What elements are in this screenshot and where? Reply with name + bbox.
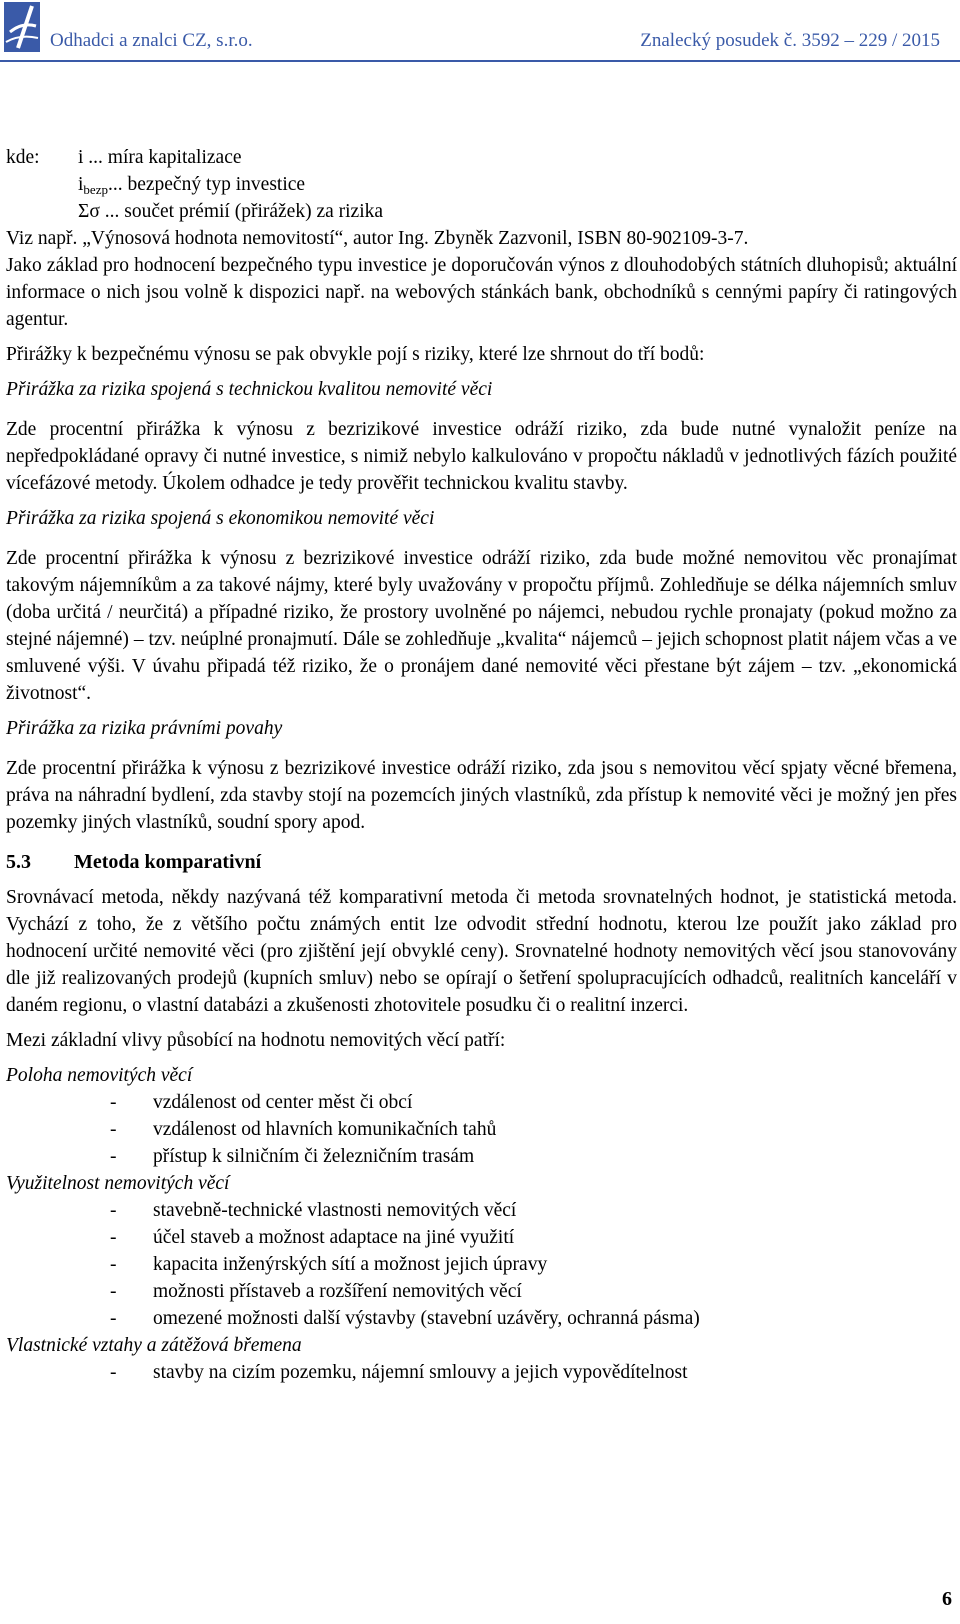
surcharges-intro: Přirážky k bezpečnému výnosu se pak obvykle pojí s riziky, které lze shrnout do tří bodů: <box>6 344 705 365</box>
section-title: Metoda komparativní <box>74 851 262 873</box>
influence-list <box>6 1359 957 1386</box>
company-logo-icon <box>4 2 40 52</box>
company-name: Odhadci a znalci CZ, s.r.o. <box>50 30 253 51</box>
report-number: Znalecký posudek č. 3592 – 229 / 2015 <box>640 30 940 51</box>
page-header <box>0 0 960 62</box>
group-heading: Poloha nemovitých věcí <box>6 1065 193 1086</box>
econ-risk-text: Zde procentní přirážka k výnosu z bezrizikové investice odráží riziko, zda bude možné nemovitou věc pronajímat takovým nájemníkům a za takové nájmy, které byly uvažovány v propočtu příjmů. Zohledňuje se délka nájemních smluv (doba určitá / neurčitá) a případné riziko, že prostory uvolněné po nájemci, nebudou rychle pronajaty (pokud možno za stejné nájemné) – tzv. neúplné pronajmutí. Dále se zohledňuje „kvalita“ nájemců – jejich schopnost platit nájem včas a ve smluvené výši. V úvahu připadá též riziko, že o pronájem dané nemovité věci přestane být zájem – tzv. „ekonomická životnost“. <box>6 548 957 704</box>
section-text: Srovnávací metoda, někdy nazývaná též komparativní metoda či metoda srovnatelných hodnot, je statistická metoda. Vychází z toho, že z většího počtu známých entit lze odvodit střední hodnotu, kterou lze použít jako základ pro hodnocení určité nemovité věci (pro zjištění její obvyklé ceny). Srovnatelné hodnoty nemovitých věcí jsou stanovovány dle již realizovaných prodejů (kupních smluv) nebo se opírají o šetření spolupracujících odhadců, realitních kanceláří v daném regionu, o vlastní databázi a zkušenosti zhotovitele posudku či o realitní inzerci. <box>6 887 957 1016</box>
section-heading <box>6 849 957 876</box>
legal-risk-heading: Přirážka za rizika právními povahy <box>6 718 283 739</box>
list-item: - omezené možnosti další výstavby (stavební uzávěry, ochranná pásma) <box>110 1308 700 1329</box>
section-number: 5.3 <box>6 851 31 873</box>
list-item: - vzdálenost od center měst či obcí <box>110 1092 413 1113</box>
econ-risk-heading: Přirážka za rizika spojená s ekonomikou nemovité věci <box>6 508 435 529</box>
list-item: - možnosti přístaveb a rozšíření nemovitých věcí <box>110 1281 522 1302</box>
list-item: - vzdálenost od hlavních komunikačních tahů <box>110 1119 497 1140</box>
legend-item: i ... míra kapitalizace <box>78 147 242 168</box>
group-heading: Vlastnické vztahy a zátěžová břemena <box>6 1335 302 1356</box>
formula-legend <box>6 144 957 225</box>
tech-risk-text: Zde procentní přirážka k výnosu z bezrizikové investice odráží riziko, zda bude nutné vynaložit peníze na nepředpokládané opravy či nutné investice, s nimiž nebylo kalkulováno v propočtu nákladů v jednotlivých fázích použité vícefázové metody. Úkolem odhadce je tedy prověřit technickou kvalitu stavby. <box>6 419 957 494</box>
list-item: - stavebně-technické vlastnosti nemovitých věcí <box>110 1200 517 1221</box>
page-body <box>6 144 957 1386</box>
influences-intro: Mezi základní vlivy působící na hodnotu nemovitých věcí patří: <box>6 1030 506 1051</box>
tech-risk-heading: Přirážka za rizika spojená s technickou kvalitou nemovité věci <box>6 379 493 400</box>
influence-list <box>6 1089 957 1170</box>
legend-label: kde: <box>6 147 40 168</box>
legend-item: Σσ ... součet prémií (přirážek) za rizika <box>78 201 384 222</box>
page-number: 6 <box>942 1588 952 1610</box>
list-item: - kapacita inženýrských sítí a možnost jejich úpravy <box>110 1254 548 1275</box>
influence-list <box>6 1197 957 1332</box>
list-item: - účel staveb a možnost adaptace na jiné využití <box>110 1227 515 1248</box>
list-item: - přístup k silničním či železničním trasám <box>110 1146 475 1167</box>
legal-risk-text: Zde procentní přirážka k výnosu z bezrizikové investice odráží riziko, zda jsou s nemovitou věcí spjaty věcné břemena, práva na náhradní bydlení, zda stavby stojí na pozemcích jiných vlastníků, zda přístup k nemovité věci je možný jen přes pozemky jiných vlastníků, soudní spory apod. <box>6 758 957 833</box>
header-divider <box>0 60 960 62</box>
group-heading: Využitelnost nemovitých věcí <box>6 1173 230 1194</box>
reference-paragraph: Viz např. „Výnosová hodnota nemovitostí“, autor Ing. Zbyněk Zazvonil, ISBN 80-902109-3-7. <box>6 228 749 249</box>
list-item: - stavby na cizím pozemku, nájemní smlouvy a jejich vypovědítelnost <box>110 1362 688 1383</box>
basis-paragraph: Jako základ pro hodnocení bezpečného typu investice je doporučován výnos z dlouhodobých státních dluhopisů; aktuální informace o nich jsou volně k dispozici např. na webových stánkách bank, obchodníků s cennými papíry či ratingových agentur. <box>6 255 957 330</box>
legend-item: $i_{bezp}$... bezpečný typ investice <box>78 174 306 197</box>
